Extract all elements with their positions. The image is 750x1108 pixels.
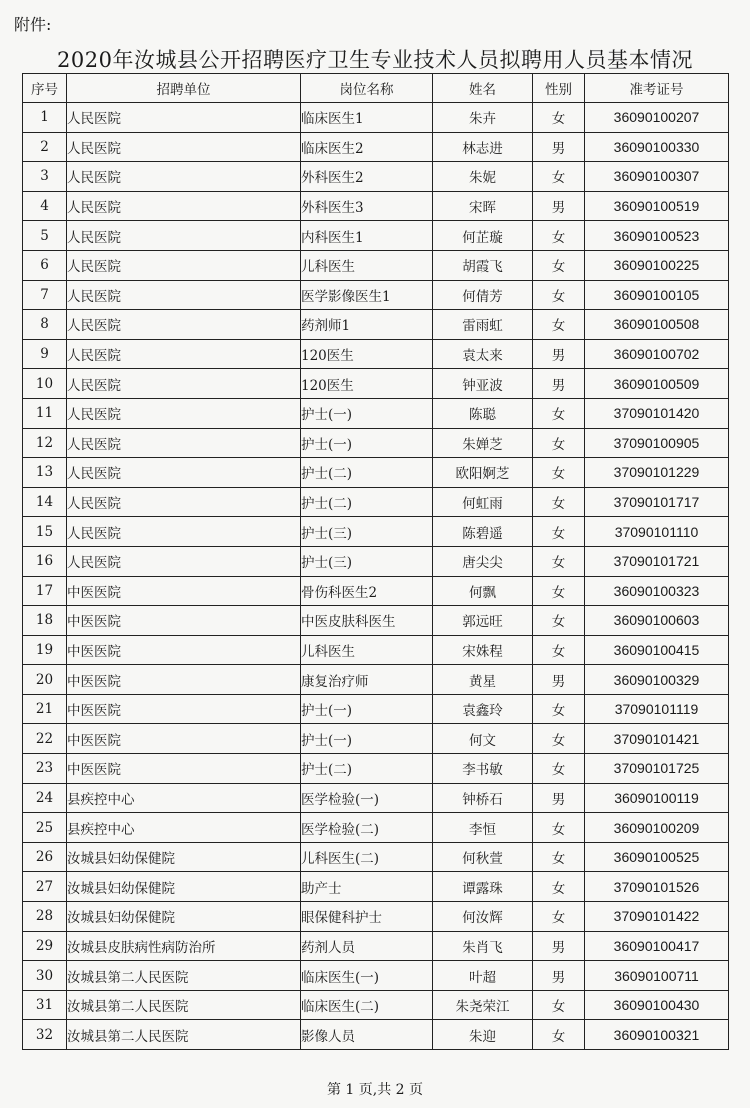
header-seq: 序号 [23,74,67,103]
cell-gender: 男 [533,665,585,695]
cell-seq: 11 [23,398,67,428]
cell-name: 朱肖飞 [433,931,533,961]
cell-name: 何汝辉 [433,902,533,932]
cell-unit: 人民医院 [67,398,301,428]
cell-unit: 人民医院 [67,369,301,399]
cell-post: 护士(一) [301,724,433,754]
cell-exam-id: 36090100323 [585,576,729,606]
cell-name: 朱迎 [433,1020,533,1050]
cell-seq: 20 [23,665,67,695]
cell-seq: 27 [23,872,67,902]
table-row [23,280,729,310]
table-row [23,783,729,813]
cell-unit: 中医医院 [67,754,301,784]
cell-exam-id: 36090100603 [585,606,729,636]
cell-exam-id: 37090101421 [585,724,729,754]
cell-name: 谭露珠 [433,872,533,902]
cell-seq: 22 [23,724,67,754]
cell-post: 护士(一) [301,428,433,458]
cell-name: 唐尖尖 [433,546,533,576]
cell-post: 临床医生(一) [301,961,433,991]
hiring-roster-table [22,73,729,1050]
table-row [23,310,729,340]
cell-exam-id: 36090100415 [585,635,729,665]
table-row [23,754,729,784]
table-row [23,961,729,991]
cell-exam-id: 37090101526 [585,872,729,902]
cell-gender: 女 [533,694,585,724]
cell-gender: 女 [533,990,585,1020]
cell-seq: 8 [23,310,67,340]
cell-gender: 女 [533,872,585,902]
cell-name: 何文 [433,724,533,754]
cell-post: 康复治疗师 [301,665,433,695]
cell-post: 外科医生3 [301,191,433,221]
cell-unit: 汝城县第二人民医院 [67,990,301,1020]
cell-gender: 男 [533,191,585,221]
cell-name: 何倩芳 [433,280,533,310]
cell-exam-id: 36090100225 [585,250,729,280]
cell-name: 叶超 [433,961,533,991]
cell-seq: 13 [23,458,67,488]
header-unit: 招聘单位 [67,74,301,103]
cell-name: 朱卉 [433,103,533,133]
cell-unit: 人民医院 [67,458,301,488]
cell-exam-id: 37090101110 [585,517,729,547]
cell-seq: 4 [23,191,67,221]
cell-name: 朱婵芝 [433,428,533,458]
cell-gender: 男 [533,783,585,813]
cell-post: 护士(三) [301,546,433,576]
table-row [23,724,729,754]
table-row [23,931,729,961]
cell-post: 临床医生1 [301,103,433,133]
cell-name: 李书敏 [433,754,533,784]
table-row [23,990,729,1020]
cell-unit: 人民医院 [67,517,301,547]
cell-exam-id: 36090100523 [585,221,729,251]
table-row [23,162,729,192]
attachment-label: 附件: [14,15,52,34]
cell-name: 何飘 [433,576,533,606]
cell-name: 胡霞飞 [433,250,533,280]
cell-post: 中医皮肤科医生 [301,606,433,636]
cell-gender: 女 [533,902,585,932]
cell-gender: 女 [533,576,585,606]
cell-post: 助产士 [301,872,433,902]
cell-unit: 人民医院 [67,546,301,576]
cell-exam-id: 36090100207 [585,103,729,133]
cell-exam-id: 36090100525 [585,842,729,872]
cell-post: 外科医生2 [301,162,433,192]
table-header-row [23,74,729,103]
table-row [23,576,729,606]
cell-seq: 24 [23,783,67,813]
cell-name: 朱尧荣江 [433,990,533,1020]
cell-seq: 5 [23,221,67,251]
cell-unit: 中医医院 [67,665,301,695]
cell-post: 药剂人员 [301,931,433,961]
header-exam-id: 准考证号 [585,74,729,103]
cell-seq: 17 [23,576,67,606]
cell-gender: 女 [533,546,585,576]
cell-gender: 女 [533,606,585,636]
table-row [23,369,729,399]
cell-seq: 10 [23,369,67,399]
cell-gender: 女 [533,635,585,665]
cell-seq: 29 [23,931,67,961]
cell-gender: 女 [533,458,585,488]
cell-gender: 女 [533,754,585,784]
cell-post: 护士(二) [301,487,433,517]
table-row [23,250,729,280]
cell-gender: 女 [533,221,585,251]
cell-post: 儿科医生 [301,635,433,665]
cell-unit: 人民医院 [67,339,301,369]
cell-name: 黄星 [433,665,533,695]
cell-name: 宋晖 [433,191,533,221]
cell-unit: 人民医院 [67,162,301,192]
cell-post: 医学影像医生1 [301,280,433,310]
cell-seq: 7 [23,280,67,310]
table-row [23,221,729,251]
cell-gender: 女 [533,487,585,517]
cell-name: 陈聪 [433,398,533,428]
cell-name: 钟桥石 [433,783,533,813]
cell-exam-id: 36090100508 [585,310,729,340]
table-row [23,103,729,133]
cell-unit: 中医医院 [67,694,301,724]
cell-exam-id: 37090101721 [585,546,729,576]
cell-seq: 23 [23,754,67,784]
table-row [23,398,729,428]
cell-unit: 中医医院 [67,576,301,606]
cell-unit: 人民医院 [67,103,301,133]
cell-unit: 汝城县皮肤病性病防治所 [67,931,301,961]
table-row [23,546,729,576]
table-row [23,458,729,488]
table-row [23,339,729,369]
cell-post: 医学检验(一) [301,783,433,813]
cell-post: 120医生 [301,339,433,369]
cell-seq: 12 [23,428,67,458]
cell-seq: 18 [23,606,67,636]
cell-unit: 汝城县妇幼保健院 [67,842,301,872]
cell-gender: 女 [533,162,585,192]
cell-name: 李恒 [433,813,533,843]
cell-gender: 男 [533,369,585,399]
table-body [23,103,729,1050]
table-row [23,1020,729,1050]
cell-exam-id: 36090100330 [585,132,729,162]
cell-exam-id: 36090100321 [585,1020,729,1050]
cell-name: 宋姝程 [433,635,533,665]
cell-seq: 3 [23,162,67,192]
cell-unit: 人民医院 [67,250,301,280]
cell-post: 儿科医生(二) [301,842,433,872]
table-row [23,872,729,902]
cell-exam-id: 37090101229 [585,458,729,488]
header-name: 姓名 [433,74,533,103]
cell-post: 医学检验(二) [301,813,433,843]
cell-exam-id: 37090101420 [585,398,729,428]
cell-seq: 31 [23,990,67,1020]
cell-gender: 女 [533,813,585,843]
cell-unit: 人民医院 [67,310,301,340]
cell-seq: 1 [23,103,67,133]
table-row [23,517,729,547]
cell-exam-id: 36090100519 [585,191,729,221]
cell-exam-id: 36090100702 [585,339,729,369]
cell-post: 护士(一) [301,398,433,428]
cell-post: 儿科医生 [301,250,433,280]
cell-post: 护士(二) [301,458,433,488]
cell-exam-id: 37090101119 [585,694,729,724]
cell-gender: 男 [533,132,585,162]
cell-unit: 汝城县妇幼保健院 [67,902,301,932]
cell-gender: 女 [533,398,585,428]
cell-post: 护士(一) [301,694,433,724]
cell-exam-id: 37090100905 [585,428,729,458]
cell-gender: 女 [533,250,585,280]
cell-gender: 女 [533,517,585,547]
page-title: 2020年汝城县公开招聘医疗卫生专业技术人员拟聘用人员基本情况 [57,48,693,72]
cell-exam-id: 37090101717 [585,487,729,517]
cell-seq: 28 [23,902,67,932]
table-row [23,606,729,636]
table-row [23,842,729,872]
cell-exam-id: 37090101422 [585,902,729,932]
table-row [23,487,729,517]
cell-exam-id: 36090100209 [585,813,729,843]
cell-seq: 19 [23,635,67,665]
cell-name: 何虹雨 [433,487,533,517]
cell-exam-id: 36090100711 [585,961,729,991]
cell-post: 临床医生(二) [301,990,433,1020]
cell-name: 袁太来 [433,339,533,369]
cell-gender: 女 [533,842,585,872]
cell-unit: 人民医院 [67,191,301,221]
cell-name: 林志进 [433,132,533,162]
table-row [23,635,729,665]
table-row [23,813,729,843]
cell-unit: 人民医院 [67,428,301,458]
cell-gender: 女 [533,310,585,340]
cell-gender: 女 [533,103,585,133]
header-post: 岗位名称 [301,74,433,103]
table-row [23,191,729,221]
cell-gender: 女 [533,280,585,310]
table-row [23,132,729,162]
cell-seq: 9 [23,339,67,369]
cell-seq: 25 [23,813,67,843]
cell-seq: 2 [23,132,67,162]
cell-gender: 女 [533,724,585,754]
cell-seq: 16 [23,546,67,576]
cell-name: 欧阳婀芝 [433,458,533,488]
cell-name: 袁鑫玲 [433,694,533,724]
cell-unit: 汝城县妇幼保健院 [67,872,301,902]
cell-seq: 21 [23,694,67,724]
cell-post: 骨伤科医生2 [301,576,433,606]
cell-unit: 人民医院 [67,487,301,517]
cell-gender: 女 [533,1020,585,1050]
cell-seq: 30 [23,961,67,991]
cell-post: 内科医生1 [301,221,433,251]
cell-seq: 15 [23,517,67,547]
cell-unit: 人民医院 [67,280,301,310]
cell-name: 何芷璇 [433,221,533,251]
cell-name: 钟亚波 [433,369,533,399]
cell-seq: 26 [23,842,67,872]
cell-exam-id: 36090100307 [585,162,729,192]
cell-unit: 县疾控中心 [67,813,301,843]
cell-exam-id: 36090100119 [585,783,729,813]
page-footer: 第 1 页,共 2 页 [326,1082,424,1098]
table-row [23,902,729,932]
cell-post: 影像人员 [301,1020,433,1050]
cell-name: 郭远旺 [433,606,533,636]
cell-post: 120医生 [301,369,433,399]
cell-unit: 中医医院 [67,635,301,665]
cell-post: 护士(三) [301,517,433,547]
cell-unit: 中医医院 [67,724,301,754]
cell-unit: 人民医院 [67,221,301,251]
cell-unit: 人民医院 [67,132,301,162]
cell-name: 雷雨虹 [433,310,533,340]
cell-exam-id: 36090100430 [585,990,729,1020]
cell-exam-id: 36090100417 [585,931,729,961]
cell-gender: 男 [533,961,585,991]
cell-name: 何秋萱 [433,842,533,872]
cell-unit: 汝城县第二人民医院 [67,961,301,991]
table-row [23,694,729,724]
cell-exam-id: 36090100329 [585,665,729,695]
cell-seq: 32 [23,1020,67,1050]
cell-unit: 县疾控中心 [67,783,301,813]
cell-unit: 中医医院 [67,606,301,636]
cell-name: 陈碧遥 [433,517,533,547]
cell-gender: 男 [533,339,585,369]
table-row [23,428,729,458]
cell-seq: 14 [23,487,67,517]
cell-name: 朱妮 [433,162,533,192]
cell-post: 临床医生2 [301,132,433,162]
cell-exam-id: 36090100509 [585,369,729,399]
cell-gender: 女 [533,428,585,458]
cell-unit: 汝城县第二人民医院 [67,1020,301,1050]
cell-post: 药剂师1 [301,310,433,340]
cell-exam-id: 36090100105 [585,280,729,310]
cell-seq: 6 [23,250,67,280]
cell-post: 眼保健科护士 [301,902,433,932]
header-gender: 性别 [533,74,585,103]
cell-exam-id: 37090101725 [585,754,729,784]
table-row [23,665,729,695]
cell-post: 护士(二) [301,754,433,784]
cell-gender: 男 [533,931,585,961]
